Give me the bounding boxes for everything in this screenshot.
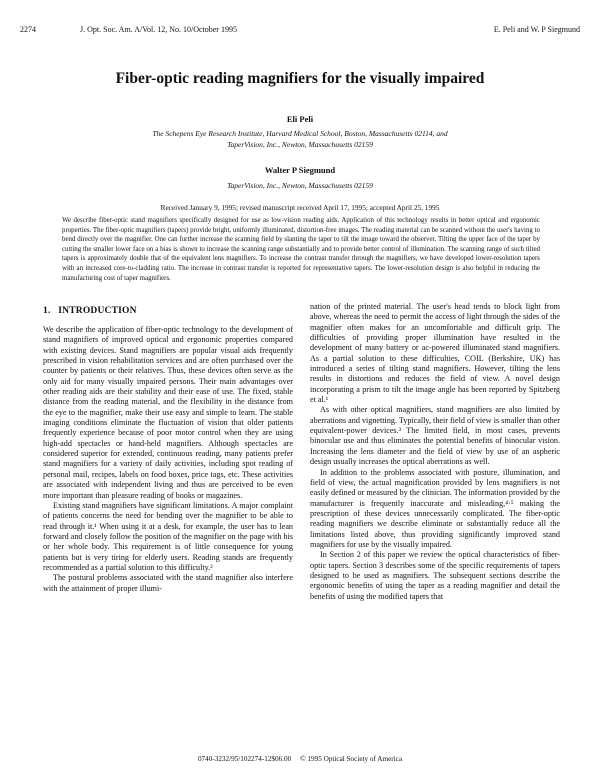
paragraph: Existing stand magnifiers have significant limitations. A major complaint of patients concerns the need for bending over the magnifier to be able to read through it.¹ When using it at a desk, for example, the user has to lean forward and closely follow the position of the magnifier on the page with his or her whole body. This requirement is of little consequence for young patients but is very tiring for elderly users. Reading stands are frequently recommended as a partial solution to this difficulty.²: [43, 500, 293, 572]
left-column: [43, 325, 293, 594]
paragraph: In Section 2 of this paper we review the optical characteristics of fiber-optic tapers. Section 3 describes some of the specific requirements of tapers designed to be used as magnifiers. The subsequent sections describe the ergonomic benefits of using the taper as a reading magnifier and detail the benefits of using the modified tapers that: [310, 550, 560, 601]
right-column: [310, 302, 560, 602]
affiliation-line-1: The Schepens Eye Research Institute, Harvard Medical School, Boston, Massachusetts 02114, and: [152, 129, 448, 138]
abstract: We describe fiber-optic stand magnifiers specifically designed for use as low-vision reading aids. Application of this technology results in better optical and ergonomic properties. The fiber-optic magnifiers (tapers) provide bright, uniformly illuminated, distortion-free images. The reading material can be scanned without the user's having to bend directly over the magnifier. One can further increase the scanning field by slanting the taper to tilt the image toward the observer. Tilting the upper face of the taper by cutting the smaller lower face on a bias is shown to increase the scanning range substantially and to provide better control of illumination. The scanning range of such tilted tapers is approximately double that of the equivalent lens magnifiers. To increase the contrast transfer through the magnifiers, we have developed lower-resolution tapers with an increased core-to-cladding ratio. The increase in contrast transfer is reported for representative tapers. The lower-resolution design is also helpful in reducing the manufacturing cost of taper magnifiers.: [62, 217, 540, 282]
journal-citation: J. Opt. Soc. Am. A/Vol. 12, No. 10/October 1995: [80, 25, 237, 34]
received-dates: Received January 9, 1995; revised manuscript received April 17, 1995; accepted April 25, 1995: [160, 203, 440, 212]
paragraph: As with other optical magnifiers, stand magnifiers are also limited by aberrations and vignetting. Typically, their field of view is smaller than other equivalent-power devices.³ The limited field, in most cases, prevents binocular use and thus eliminates the potential benefits of binocular vision. Increasing the lens diameter and the field of view by use of an aspheric design usually increases the optical aberrations as well.: [310, 405, 560, 467]
page-footer: [0, 755, 600, 763]
author-name-1: Eli Peli: [286, 114, 314, 124]
section-heading: [43, 306, 137, 316]
paragraph: In addition to the problems associated with posture, illumination, and field of view, the actual magnification provided by lens magnifiers is not easily defined or measured by the clinician. The information provided by the manufacturer is frequently inaccurate and misleading,⁴·⁵ making the prescription of these devices unnecessarily complicated. The fiber-optic reading magnifiers we describe eliminate or substantially reduce all the limitations listed above, thus providing significantly improved stand magnifiers for use by the visually impaired.: [310, 467, 560, 549]
author-affiliation-1: [60, 128, 540, 150]
paragraph: nation of the printed material. The user's head tends to block light from above, whereas the need to permit the access of light through the sides of the magnifier often makes for an uncomfortable and difficult grip. The difficulties of providing proper illumination have resulted in the development of many battery or ac-powered illuminated stand magnifiers. As a partial solution to these difficulties, COIL (Berkshire, UK) has introduced a series of tilting stand magnifiers. However, tilting the lens results in distortions and reduces the field of view. A novel design incorporating a prism to tilt the image angle has been reported by Spitzberg et al.¹: [310, 302, 560, 405]
running-header: [20, 25, 580, 37]
paper-title: Fiber-optic reading magnifiers for the visually impaired: [115, 70, 485, 87]
running-authors: E. Peli and W. P Siegmund: [493, 25, 580, 34]
affiliation-line-2: TaperVision, Inc., Newton, Massachusetts 02159: [227, 140, 373, 149]
author-name-2: Walter P Siegmund: [264, 165, 336, 175]
section-title: INTRODUCTION: [58, 306, 137, 316]
paragraph: We describe the application of fiber-optic technology to the development of stand magnifiers of improved optical and ergonomic properties compared with existing devices. Stand magnifiers are popular visual aids frequently prescribed in vision rehabilitation services and are often purchased over the counter by patients or their relatives. Thus, these devices often serve as the only aid for many visually impaired persons. Their main advantages over other reading aids are their stability and their ease of use. The fixed, stable distance from the reading material, and the flexibility in the distance from the eye to the magnifier, make their use easy and simple to learn. The stable imaging conditions eliminate the fluctuation of vision that older patients frequently experience because of poor motor control when they are using high-add spectacles or hand-held magnifiers. Although spectacles are considered superior for extended, continuous reading, many patients prefer stand magnifiers for a variety of daily activities, including spot reading of personal mail, recipes, labels on food boxes, price tags, etc. These activities are associated with independent living and thus are perceived to be even more important than pleasure reading of books or magazines.: [43, 325, 293, 500]
page-number: 2274: [20, 25, 36, 34]
copyright: © 1995 Optical Society of America: [300, 755, 403, 763]
section-number: 1.: [43, 306, 51, 316]
paragraph: The postural problems associated with the stand magnifier also interfere with the attainment of proper illumi-: [43, 573, 293, 593]
author-affiliation-2: TaperVision, Inc., Newton, Massachusetts 02159: [227, 181, 373, 190]
article-code: 0740-3232/95/102274-12$06.00: [197, 755, 292, 763]
